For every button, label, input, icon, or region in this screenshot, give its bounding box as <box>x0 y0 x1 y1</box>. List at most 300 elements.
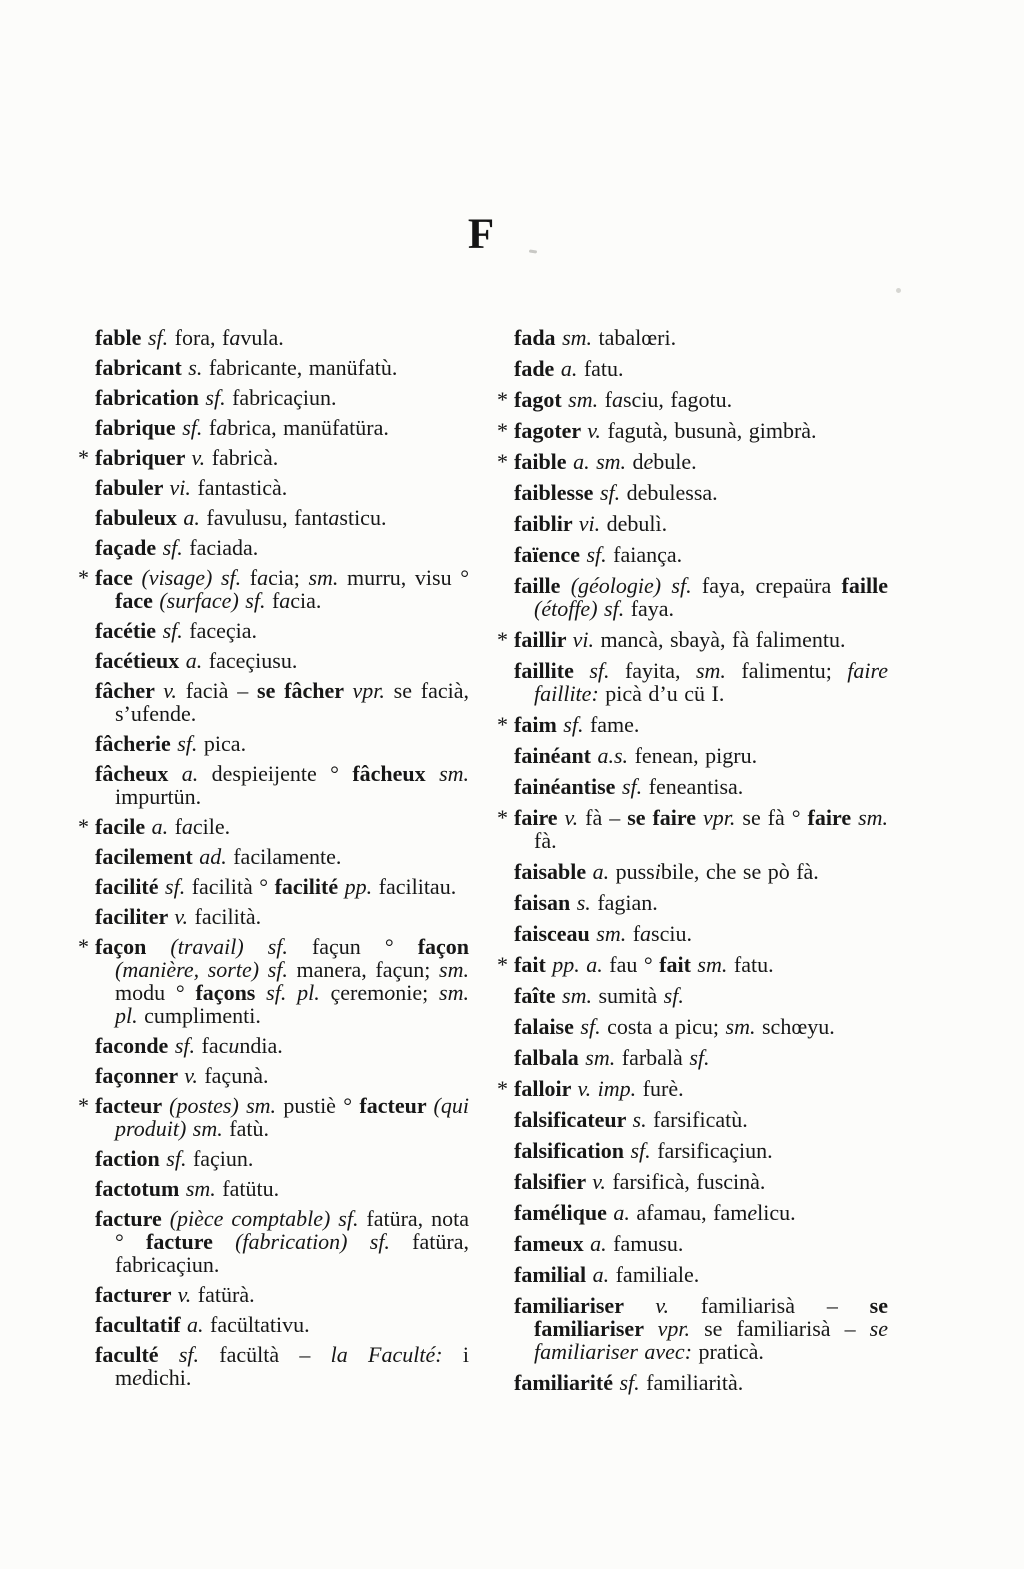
translation-text: fabricante, manüfatù. <box>208 355 398 380</box>
translation-text: farsificaçiun. <box>657 1138 773 1163</box>
grammar-abbreviation: sf. <box>147 325 175 350</box>
grammar-abbreviation: u <box>228 1033 240 1058</box>
asterisk-marker: * <box>497 1076 508 1101</box>
translation-text: bile, che se pò fà. <box>660 859 819 884</box>
dictionary-entry <box>95 416 469 439</box>
headword-text: familiariser <box>514 1293 656 1318</box>
headword-text: facture <box>95 1206 170 1231</box>
translation-text: faceçia. <box>189 618 258 643</box>
grammar-abbreviation: sf. <box>563 712 590 737</box>
dictionary-entry <box>497 712 888 737</box>
headword-text: fameux <box>514 1231 591 1256</box>
headword-text: faisable <box>514 859 593 884</box>
translation-text: fà. <box>534 828 557 853</box>
headword-text: fabuleux <box>95 505 184 530</box>
grammar-abbreviation: a <box>640 921 652 946</box>
translation-text: fatù. <box>229 1116 269 1141</box>
translation-text: d <box>632 449 644 474</box>
translation-text: familiarità. <box>646 1370 744 1395</box>
headword-text: façade <box>95 535 163 560</box>
dictionary-entry <box>78 934 470 1028</box>
translation-text: f <box>249 565 258 590</box>
headword-text: face <box>115 588 160 613</box>
grammar-abbreviation: sf. <box>689 1045 710 1070</box>
grammar-abbreviation: sf. <box>630 1138 658 1163</box>
grammar-abbreviation: a <box>216 415 228 440</box>
dictionary-entry <box>514 984 888 1007</box>
translation-text: nie; <box>395 980 440 1005</box>
dictionary-entry <box>95 1147 469 1170</box>
dictionary-entry <box>514 1232 888 1255</box>
dictionary-entry <box>514 860 888 883</box>
grammar-abbreviation: v. <box>184 1063 205 1088</box>
translation-text: schœyu. <box>762 1014 835 1039</box>
headword-text: faiblesse <box>514 480 600 505</box>
grammar-abbreviation: (pièce comptable) sf. <box>169 1206 367 1231</box>
grammar-abbreviation: a. <box>560 356 584 381</box>
grammar-abbreviation: (surface) sf. <box>159 588 272 613</box>
headword-text: faible <box>514 449 574 474</box>
translation-text: fatütu. <box>222 1176 280 1201</box>
grammar-abbreviation: (fabrication) sf. <box>235 1229 413 1254</box>
headword-text: facétieux <box>95 648 186 673</box>
headword-text: se faire <box>627 805 704 830</box>
dictionary-entry <box>514 922 888 945</box>
translation-text: se facià, s’ufende. <box>115 678 469 726</box>
dictionary-entry <box>95 1034 469 1057</box>
translation-text: fatürà. <box>197 1282 255 1307</box>
grammar-abbreviation: v. <box>174 904 195 929</box>
grammar-abbreviation: pp. <box>344 874 379 899</box>
headword-text: fâcheux <box>352 761 440 786</box>
dictionary-entry <box>497 805 889 853</box>
grammar-abbreviation: v. <box>564 805 586 830</box>
headword-text: faire <box>807 805 859 830</box>
grammar-abbreviation: e <box>747 1200 758 1225</box>
headword-text: faîte <box>514 983 563 1008</box>
translation-text: facilità ° <box>191 874 275 899</box>
translation-text: façun ° <box>311 934 418 959</box>
dictionary-entry <box>95 326 469 349</box>
grammar-abbreviation: sf. <box>182 415 209 440</box>
headword-text: fabricant <box>95 355 189 380</box>
grammar-abbreviation: o <box>384 980 396 1005</box>
grammar-abbreviation: sf. <box>165 874 192 899</box>
grammar-abbreviation: s. <box>188 355 209 380</box>
translation-text: familiarisà – <box>700 1293 870 1318</box>
grammar-abbreviation: sm. <box>562 983 599 1008</box>
grammar-abbreviation: sm. <box>308 565 348 590</box>
translation-text: fagutà, busunà, gimbrà. <box>607 418 817 443</box>
translation-text: f <box>271 588 280 613</box>
translation-text: ndia. <box>239 1033 283 1058</box>
translation-text: puss <box>615 859 655 884</box>
dictionary-entry <box>497 418 888 443</box>
dictionary-entry <box>95 536 469 559</box>
headword-text: faciliter <box>95 904 175 929</box>
grammar-abbreviation: vi. <box>572 627 601 652</box>
grammar-abbreviation: a. <box>183 505 207 530</box>
grammar-abbreviation: vpr. <box>352 678 394 703</box>
translation-text: façunà. <box>204 1063 269 1088</box>
grammar-abbreviation: a. <box>151 814 175 839</box>
grammar-abbreviation: s. <box>632 1107 654 1132</box>
headword-text: fabrication <box>95 385 206 410</box>
entries-columns <box>78 325 889 1395</box>
asterisk-marker: * <box>497 418 508 443</box>
grammar-abbreviation: a <box>328 505 340 530</box>
grammar-abbreviation: pp. a. <box>552 952 610 977</box>
headword-text: fable <box>95 325 148 350</box>
grammar-abbreviation: (qui produit) sm. <box>115 1093 469 1141</box>
grammar-abbreviation: sf. <box>589 658 625 683</box>
grammar-abbreviation: sf. <box>174 1033 202 1058</box>
grammar-abbreviation: sf. <box>162 618 190 643</box>
grammar-abbreviation: sm. <box>697 952 734 977</box>
translation-text: sciu. <box>651 921 692 946</box>
headword-text: se fâcher <box>257 678 353 703</box>
translation-text: costa a picu; <box>607 1014 726 1039</box>
translation-text: f <box>174 814 182 839</box>
dictionary-entry <box>514 891 888 914</box>
grammar-abbreviation: se familiariser avec: <box>534 1316 888 1364</box>
grammar-abbreviation: a. <box>592 1262 616 1287</box>
headword-text: façon <box>95 934 171 959</box>
grammar-abbreviation: faire faillite: <box>534 658 888 706</box>
translation-text: fabricaçiun. <box>232 385 337 410</box>
dictionary-entry <box>78 445 469 470</box>
grammar-abbreviation: v. <box>191 445 212 470</box>
grammar-abbreviation: v. <box>587 418 608 443</box>
translation-text: sumità <box>598 983 664 1008</box>
translation-text: farsificà, fuscinà. <box>612 1169 766 1194</box>
translation-text: cia; <box>268 565 309 590</box>
translation-text: modu ° <box>115 980 196 1005</box>
headword-text: facile <box>95 814 152 839</box>
translation-text: facültativu. <box>210 1312 310 1337</box>
headword-text: famélique <box>514 1200 614 1225</box>
headword-text: faction <box>95 1146 167 1171</box>
dictionary-entry <box>514 543 888 566</box>
translation-text: vula. <box>240 325 284 350</box>
grammar-abbreviation: sm. <box>185 1176 223 1201</box>
headword-text: facture <box>146 1229 236 1254</box>
dictionary-entry <box>95 1207 469 1276</box>
dictionary-entry <box>78 565 469 613</box>
translation-text: licu. <box>757 1200 796 1225</box>
dictionary-entry <box>95 762 469 808</box>
dictionary-entry <box>95 356 469 379</box>
translation-text: se familiarisà – <box>704 1316 870 1341</box>
headword-text: face <box>95 565 142 590</box>
grammar-abbreviation: a. <box>187 1312 211 1337</box>
dictionary-entry <box>95 1313 469 1336</box>
translation-text: faya, crepaüra <box>701 573 842 598</box>
grammar-abbreviation: vi. <box>578 511 607 536</box>
headword-text: factotum <box>95 1176 186 1201</box>
headword-text: fagoter <box>514 418 588 443</box>
translation-text: furè. <box>642 1076 684 1101</box>
grammar-abbreviation: a. <box>592 859 616 884</box>
grammar-abbreviation: e <box>643 449 654 474</box>
translation-text: despieijente ° <box>211 761 353 786</box>
headword-text: familiarité <box>514 1370 620 1395</box>
grammar-abbreviation: la Faculté: <box>330 1342 463 1367</box>
dictionary-entry <box>514 1108 888 1131</box>
dictionary-entry <box>514 357 888 380</box>
translation-text: farbalà <box>621 1045 690 1070</box>
dictionary-entry <box>514 1015 888 1038</box>
headword-text: fait <box>514 952 553 977</box>
dictionary-entry <box>497 1076 888 1101</box>
translation-text: debulì. <box>606 511 668 536</box>
translation-text: fà – <box>585 805 628 830</box>
headword-text: façonner <box>95 1063 185 1088</box>
grammar-abbreviation: (étoffe) sf. <box>534 596 631 621</box>
headword-text: faille <box>841 573 888 598</box>
grammar-abbreviation: sm. <box>562 325 599 350</box>
grammar-abbreviation: sf. <box>619 1370 647 1395</box>
translation-text: farsificatù. <box>653 1107 748 1132</box>
grammar-abbreviation: sm. <box>439 957 469 982</box>
headword-text: falloir <box>514 1076 578 1101</box>
grammar-abbreviation: a. <box>590 1231 614 1256</box>
translation-text: tabalœri. <box>598 325 677 350</box>
translation-text: facià – <box>185 678 258 703</box>
headword-text: faisceau <box>514 921 597 946</box>
headword-text: facétie <box>95 618 163 643</box>
headword-text: fainéant <box>514 743 598 768</box>
dictionary-entry <box>95 679 469 725</box>
dictionary-entry <box>95 845 469 868</box>
grammar-abbreviation: a. <box>181 761 212 786</box>
grammar-abbreviation: a. <box>613 1200 637 1225</box>
headword-text: falbala <box>514 1045 586 1070</box>
section-letter-heading: F <box>467 211 495 258</box>
translation-text: cia. <box>290 588 322 613</box>
grammar-abbreviation: s. <box>576 890 598 915</box>
translation-text: façiun. <box>192 1146 254 1171</box>
translation-text: pica. <box>203 731 247 756</box>
dictionary-entry <box>514 1263 888 1286</box>
dictionary-entry <box>95 1064 469 1087</box>
translation-text: praticà. <box>698 1339 764 1364</box>
headword-text: falsifier <box>514 1169 593 1194</box>
grammar-abbreviation: a. sm. <box>573 449 633 474</box>
grammar-abbreviation: v. imp. <box>577 1076 643 1101</box>
grammar-abbreviation: sm. <box>568 387 605 412</box>
translation-text: sciu, fagotu. <box>622 387 733 412</box>
headword-text: fada <box>514 325 563 350</box>
headword-text: faconde <box>95 1033 175 1058</box>
headword-text: fade <box>514 356 561 381</box>
translation-text: fatüra, nota ° <box>115 1206 469 1254</box>
asterisk-marker: * <box>78 814 89 839</box>
translation-text: famusu. <box>613 1231 684 1256</box>
headword-text: faillite <box>514 658 590 683</box>
grammar-abbreviation: vi. <box>169 475 198 500</box>
asterisk-marker: * <box>78 934 89 959</box>
grammar-abbreviation: sf. <box>586 542 614 567</box>
headword-text: faille <box>514 573 571 598</box>
scan-artifact <box>896 288 901 293</box>
headword-text: faillir <box>514 627 573 652</box>
grammar-abbreviation: sm. <box>596 921 633 946</box>
translation-text: fantasticà. <box>197 475 288 500</box>
translation-text: falimentu; <box>741 658 848 683</box>
grammar-abbreviation: e <box>132 1365 142 1390</box>
dictionary-entry <box>95 476 469 499</box>
grammar-abbreviation: sm. <box>725 1014 762 1039</box>
dictionary-entry <box>95 732 469 755</box>
asterisk-marker: * <box>497 387 508 412</box>
translation-text: cile. <box>192 814 231 839</box>
asterisk-marker: * <box>78 565 89 590</box>
dictionary-entry <box>514 1046 888 1069</box>
grammar-abbreviation: a. <box>185 648 209 673</box>
grammar-abbreviation: a <box>257 565 269 590</box>
headword-text: faïence <box>514 542 587 567</box>
translation-text: cumplimenti. <box>144 1003 261 1028</box>
dictionary-entry <box>514 574 888 620</box>
asterisk-marker: * <box>497 805 508 830</box>
translation-text: fatu. <box>583 356 624 381</box>
grammar-abbreviation: sm. pl. <box>115 980 469 1028</box>
dictionary-entry <box>95 619 469 642</box>
translation-text: picà d’u cü I. <box>605 681 725 706</box>
headword-text: façon <box>417 934 470 959</box>
headword-text: façons <box>195 980 267 1005</box>
headword-text: fabriquer <box>95 445 192 470</box>
grammar-abbreviation: (travail) sf. <box>170 934 312 959</box>
dictionary-entry <box>497 387 888 412</box>
translation-text: impurtün. <box>115 784 202 809</box>
asterisk-marker: * <box>497 449 508 474</box>
grammar-abbreviation: sm. <box>439 761 470 786</box>
dictionary-entry <box>95 506 469 529</box>
dictionary-entry <box>514 1139 888 1162</box>
grammar-abbreviation: a.s. <box>597 743 635 768</box>
translation-text: fame. <box>589 712 640 737</box>
asterisk-marker: * <box>497 952 508 977</box>
headword-text: facturer <box>95 1282 178 1307</box>
translation-text: fac <box>201 1033 229 1058</box>
translation-text: fabricà. <box>211 445 279 470</box>
dictionary-entry <box>514 1294 888 1363</box>
asterisk-marker: * <box>78 1093 89 1118</box>
translation-text: murru, visu ° <box>347 565 469 590</box>
asterisk-marker: * <box>78 445 89 470</box>
translation-text: faiança. <box>613 542 683 567</box>
dictionary-entry <box>95 1177 469 1200</box>
grammar-abbreviation: sf. <box>178 1342 220 1367</box>
dictionary-entry <box>78 814 469 839</box>
translation-text: çerem <box>330 980 385 1005</box>
headword-text: fâcher <box>95 678 164 703</box>
dictionary-entry <box>497 449 888 474</box>
grammar-abbreviation: sf. <box>599 480 627 505</box>
dictionary-entry <box>497 952 888 977</box>
translation-text: facilità. <box>194 904 262 929</box>
translation-text: afamau, fam <box>636 1200 748 1225</box>
translation-text: sticu. <box>339 505 387 530</box>
headword-text: fait <box>659 952 698 977</box>
headword-text: faire <box>514 805 565 830</box>
headword-text: facilité <box>95 874 166 899</box>
asterisk-marker: * <box>497 712 508 737</box>
translation-text: mancà, sbayà, fà falimentu. <box>600 627 846 652</box>
translation-text: favulusu, fant <box>206 505 329 530</box>
grammar-abbreviation: sf. <box>663 983 684 1008</box>
headword-text: fabrique <box>95 415 183 440</box>
translation-text: fora, f <box>174 325 230 350</box>
translation-text: dichi. <box>141 1365 192 1390</box>
translation-text: familiale. <box>615 1262 700 1287</box>
headword-text: fainéantise <box>514 774 622 799</box>
headword-text: facteur <box>359 1093 434 1118</box>
column-left <box>78 325 470 1394</box>
translation-text: fatu. <box>733 952 774 977</box>
translation-text: fenean, pigru. <box>634 743 758 768</box>
headword-text: faculté <box>95 1342 179 1367</box>
translation-text: i m <box>115 1342 469 1390</box>
headword-text: faisan <box>514 890 577 915</box>
grammar-abbreviation: sm. <box>695 658 742 683</box>
grammar-abbreviation: a <box>611 387 623 412</box>
translation-text: f <box>208 415 217 440</box>
grammar-abbreviation: v. <box>163 678 186 703</box>
translation-text: fatüra, fabricaçiun. <box>115 1229 469 1277</box>
dictionary-entry <box>78 1093 469 1141</box>
translation-text: facilamente. <box>233 844 342 869</box>
grammar-abbreviation: vpr. <box>657 1316 705 1341</box>
headword-text: familial <box>514 1262 593 1287</box>
headword-text: facilité <box>274 874 345 899</box>
translation-text: pustiè ° <box>283 1093 360 1118</box>
translation-text: manera, façun; <box>296 957 440 982</box>
translation-text: facültà – <box>219 1342 331 1367</box>
grammar-abbreviation: sf. <box>177 731 204 756</box>
grammar-abbreviation: v. <box>655 1293 701 1318</box>
translation-text: facilitau. <box>378 874 457 899</box>
dictionary-entry <box>514 326 888 349</box>
grammar-abbreviation: sm. <box>585 1045 622 1070</box>
headword-text: faim <box>514 712 564 737</box>
headword-text: fâcherie <box>95 731 178 756</box>
grammar-abbreviation: sf. pl. <box>266 980 331 1005</box>
headword-text: se familiariser <box>534 1293 888 1341</box>
dictionary-entry <box>95 1283 469 1306</box>
headword-text: facteur <box>95 1093 170 1118</box>
dictionary-entry <box>95 875 469 898</box>
translation-text: faciada. <box>189 535 259 560</box>
headword-text: falsificateur <box>514 1107 633 1132</box>
headword-text: falaise <box>514 1014 581 1039</box>
translation-text: brica, manüfatüra. <box>227 415 389 440</box>
grammar-abbreviation: v. <box>592 1169 613 1194</box>
headword-text: faiblir <box>514 511 579 536</box>
headword-text: falsification <box>514 1138 631 1163</box>
translation-text: f <box>604 387 612 412</box>
grammar-abbreviation: a <box>229 325 241 350</box>
asterisk-marker: * <box>497 627 508 652</box>
headword-text: facilement <box>95 844 200 869</box>
headword-text: facultatif <box>95 1312 188 1337</box>
grammar-abbreviation: sf. <box>162 535 190 560</box>
translation-text: debulessa. <box>626 480 718 505</box>
grammar-abbreviation: sf. <box>621 774 649 799</box>
dictionary-entry <box>514 481 888 504</box>
